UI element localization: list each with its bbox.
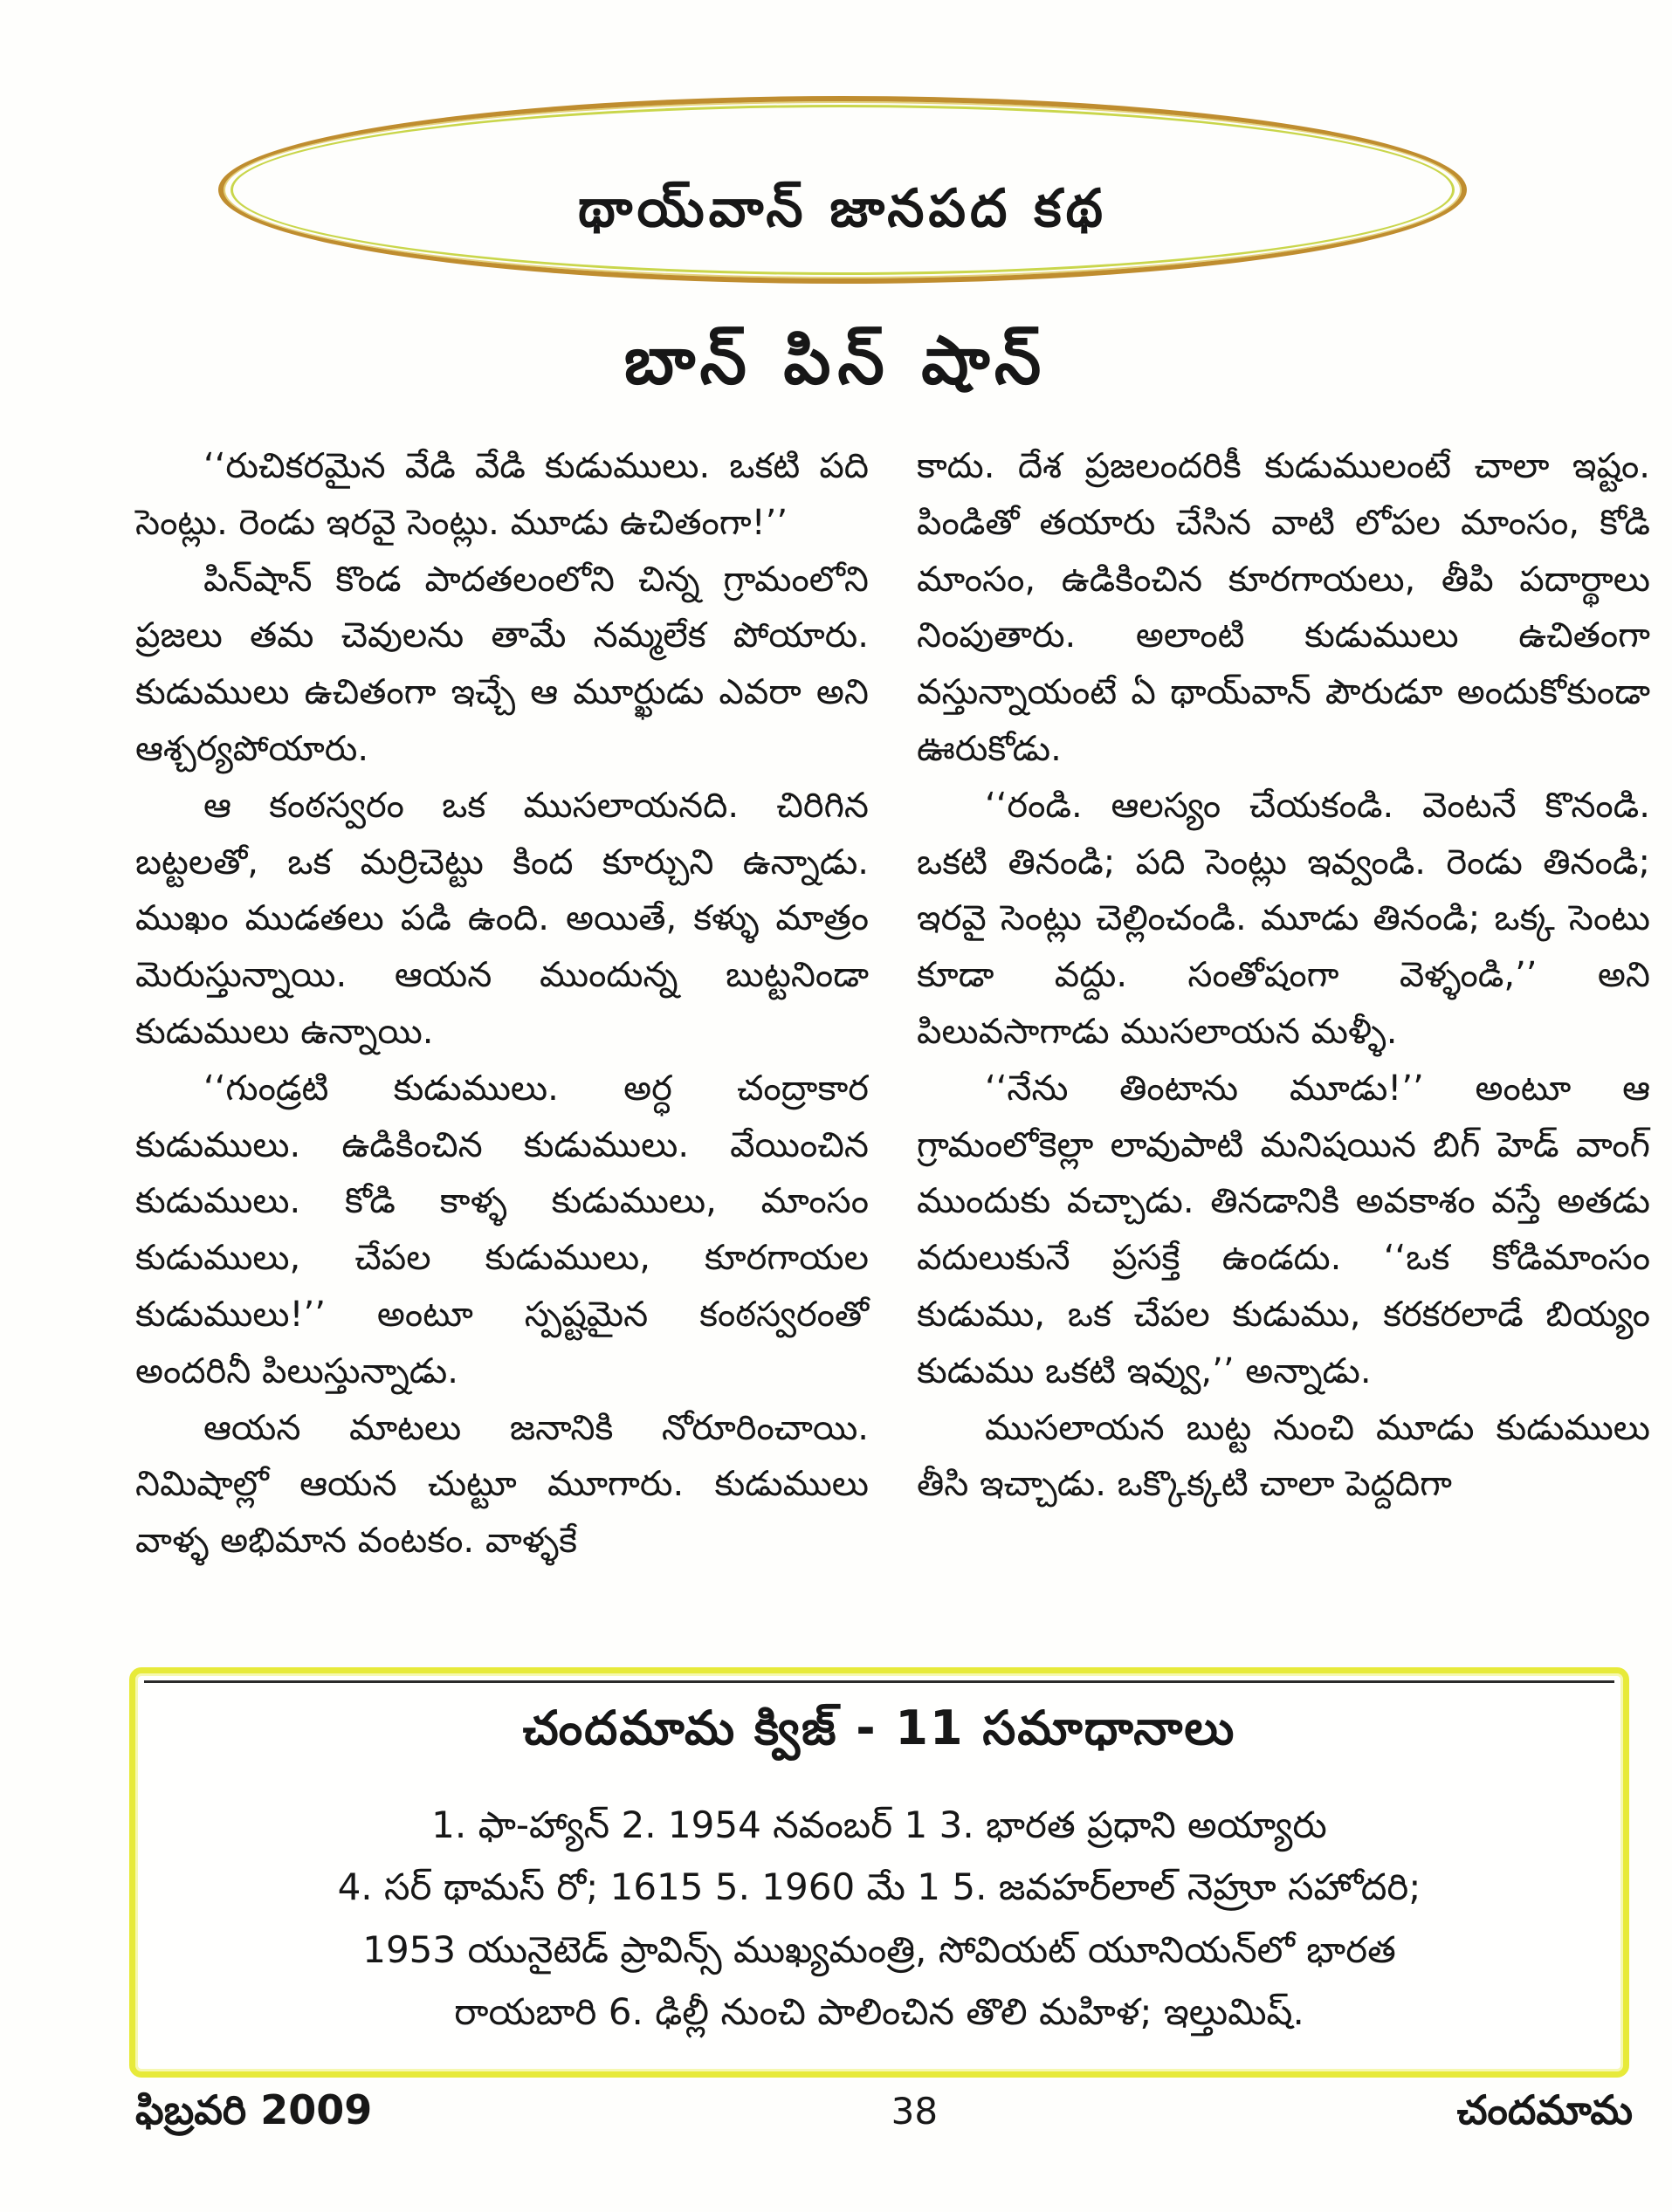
page-footer <box>135 2086 1633 2144</box>
paragraph: ‘‘గుండ్రటి కుడుములు. అర్ధ చంద్రాకార కుడుములు. ఉడికించిన కుడుములు. వేయించిన కుడుములు. కోడి కాళ్ళ కుడుములు, మాంసం కుడుములు, చేపల కుడుములు, కూరగాయల కుడుములు!’’ అంటూ స్పష్టమైన కంఠస్వరంతో అందరినీ పిలుస్తున్నాడు. <box>135 1068 869 1391</box>
paragraph: ఆ కంఠస్వరం ఒక ముసలాయనది. చిరిగిన బట్టలతో, ఒక మర్రిచెట్టు కింద కూర్చుని ఉన్నాడు. ముఖం ముడతలు పడి ఉంది. అయితే, కళ్ళు మాత్రం మెరుస్తున్నాయి. ఆయన ముందున్న బుట్టనిండా కుడుములు ఉన్నాయి. <box>135 785 869 1052</box>
quiz-answer-line: 1953 యునైటెడ్ ప్రావిన్స్ ముఖ్యమంత్రి, సోవియట్ యూనియన్‌లో భారత <box>362 1927 1396 1971</box>
quiz-answer-line: 4. సర్ థామస్ రో; 1615 5. 1960 మే 1 5. జవహర్‌లాల్ నెహ్రూ సహోదరి; <box>337 1865 1421 1909</box>
quiz-title: చందమామ క్విజ్ - 11 సమాధానాలు <box>522 1700 1236 1755</box>
story-title: బాన్ పిన్ షాన్ <box>623 321 1049 399</box>
paragraph: ‘‘నేను తింటాను మూడు!’’ అంటూ ఆ గ్రామంలోకెల్లా లావుపాటి మనిషయిన బిగ్ హెడ్ వాంగ్ ముందుకు వచ్చాడు. తినడానికి అవకాశం వస్తే అతడు వదులుకునే ప్రసక్తే ఉండదు. ‘‘ఒక కోడిమాంసం కుడుము, ఒక చేపల కుడుము, కరకరలాడే బియ్యం కుడుము ఒకటి ఇవ్వు,’’ అన్నాడు. <box>917 1068 1650 1391</box>
banner-label: థాయ్‌వాన్ జానపద కథ <box>578 178 1107 239</box>
footer-magazine-name: చందమామ <box>1456 2086 1633 2133</box>
quiz-answers-inner <box>144 1680 1614 2064</box>
quiz-answer-line: రాయబారి 6. ఢిల్లీ నుంచి పాలించిన తొలి మహిళ; ఇల్తుమిష్. <box>454 1990 1304 2034</box>
paragraph: ఆయన మాటలు జనానికి నోరూరించాయి. నిమిషాల్లో ఆయన చుట్టూ మూగారు. కుడుములు వాళ్ళ అభిమాన వంటకం. వాళ్ళకే <box>135 1407 869 1562</box>
paragraph: పిన్‌షాన్ కొండ పాదతలంలోని చిన్న గ్రామంలోని ప్రజలు తమ చెవులను తామే నమ్మలేక పోయారు. కుడుములు ఉచితంగా ఇచ్చే ఆ మూర్ఖుడు ఎవరా అని ఆశ్చర్యపోయారు. <box>135 559 869 769</box>
quiz-answers-box <box>129 1667 1629 2078</box>
story-body <box>135 438 1650 1570</box>
paragraph: ముసలాయన బుట్ట నుంచి మూడు కుడుములు తీసి ఇచ్చాడు. ఒక్కొక్కటి చాలా పెద్దదిగా <box>917 1407 1650 1505</box>
right-column <box>917 438 1650 1570</box>
footer-issue: ఫిబ్రవరి 2009 <box>135 2086 373 2133</box>
quiz-answer-line: 1. ఫా-హ్యాన్ 2. 1954 నవంబర్ 1 3. భారత ప్రధాని అయ్యారు <box>431 1803 1327 1846</box>
left-column <box>135 438 869 1570</box>
paragraph: కాదు. దేశ ప్రజలందరికీ కుడుములంటే చాలా ఇష్టం. పిండితో తయారు చేసిన వాటి లోపల మాంసం, కోడి మాంసం, ఉడికించిన కూరగాయలు, తీపి పదార్థాలు నింపుతారు. అలాంటి కుడుములు ఉచితంగా వస్తున్నాయంటే ఏ థాయ్‌వాన్ పౌరుడూ అందుకోకుండా ఊరుకోడు. <box>917 446 1650 769</box>
paragraph: ‘‘రుచికరమైన వేడి వేడి కుడుములు. ఒకటి పది సెంట్లు. రెండు ఇరవై సెంట్లు. మూడు ఉచితంగా!’’ <box>135 446 869 543</box>
paragraph: ‘‘రండి. ఆలస్యం చేయకండి. వెంటనే కొనండి. ఒకటి తినండి; పది సెంట్లు ఇవ్వండి. రెండు తినండి; ఇరవై సెంట్లు చెల్లించండి. మూడు తినండి; ఒక్క సెంటు కూడా వద్దు. సంతోషంగా వెళ్ళండి,’’ అని పిలువసాగాడు ముసలాయన మళ్ళీ. <box>917 785 1650 1052</box>
story-category-banner <box>218 96 1467 284</box>
footer-page-number: 38 <box>891 2090 939 2133</box>
